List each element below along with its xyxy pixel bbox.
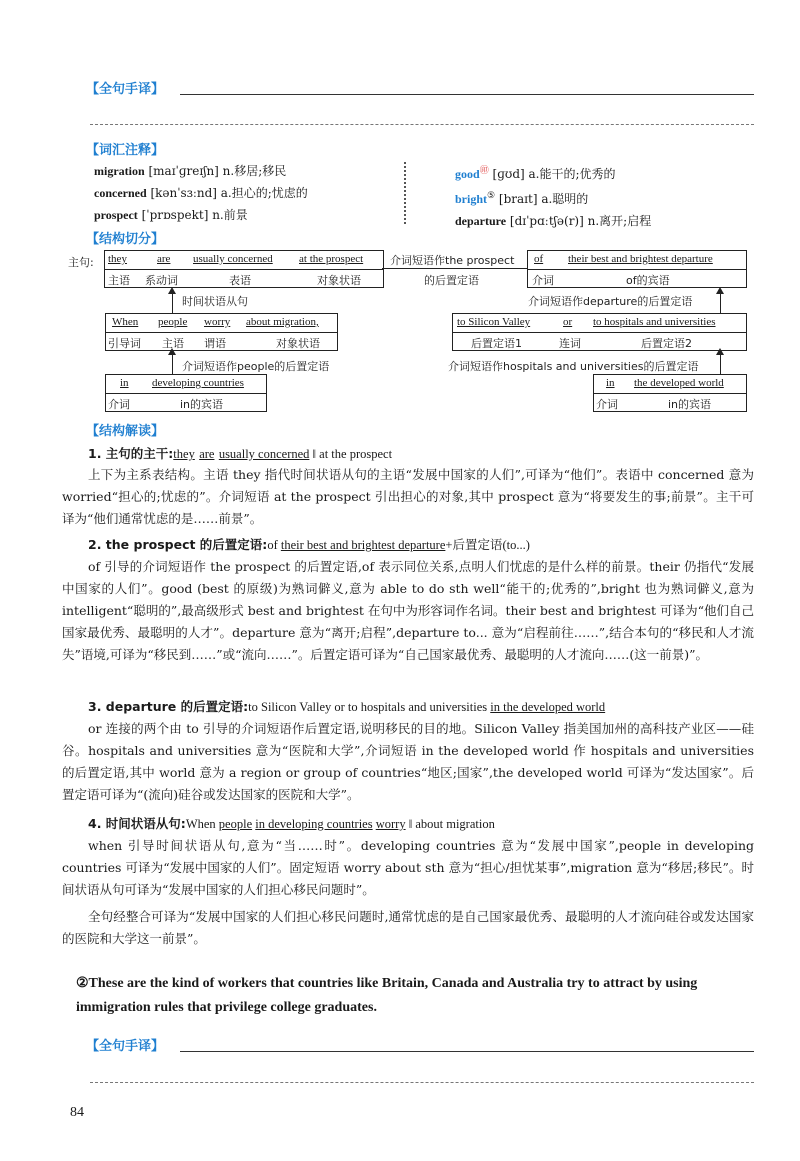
role-about: 对象状语 [276,337,320,350]
role-when: 引导词 [108,337,141,350]
cell-in: in [120,377,129,389]
cell-worry: worry [204,316,231,328]
h4-people: people [218,817,253,831]
vocab-item [94,182,394,204]
h2-of: of [267,538,281,552]
exam-mark-icon: ㊞ [479,166,489,176]
h4-when: When [185,817,219,831]
frequency-mark-icon: ⑤ [487,191,496,201]
connector-line [382,268,527,269]
paragraph-3: or 连接的两个由 to 引导的介词短语作后置定语,说明移民的目的地。Silicon Valley 指美国加州的高科技产业区——硅谷。hospitals and universities 意为“医院和大学”,介词短语 in the developed world 作 hospitals and universities 的后置定语,其中 world 意为 a region or group of countries“地区;国家”,the developed world 可译为“发达国家”。后置定语可译为“(流向)硅谷或发达国家的医院和大学”。 [62,721,754,802]
paragraph-1: 上下为主系表结构。主语 they 指代时间状语从句的主语“发展中国家的人们”,可译为“他们”。表语中 concerned 意为 worried“担心的;忧虑的”。介词短语 at the prospect 引出担心的对象,其中 prospect 意为“将要发生的事;前景”。主干可译为“他们通常忧虑的是……前景”。 [62,467,754,526]
hospitals-note: 介词短语作hospitals and universities的后置定语 [448,360,699,373]
people-note: 介词短语作people的后置定语 [182,360,330,373]
vocab-right [455,160,755,232]
cell-to-hospitals: to hospitals and universities [593,316,716,328]
analysis-label: 【结构解读】 [86,424,165,439]
cell-subject: they [108,253,127,265]
role-to-silicon: 后置定语1 [471,337,522,350]
vocab-item [455,160,755,185]
cell-when: When [112,316,139,328]
vocab-word: concerned [94,186,147,200]
in-phrase-box-1 [105,374,267,412]
main-clause-box [104,250,384,288]
departure-note: 介词短语作departure的后置定语 [528,295,693,308]
role-of: 介词 [532,274,554,287]
cell-developing-countries: developing countries [152,377,244,389]
to-phrase-box [452,313,747,351]
question-2: ②These are the kind of workers that countries like Britain, Canada and Australia try to attract by using immigration rules that privilege college graduates. [76,976,698,1015]
h3-underlined: in the developed world [490,700,606,714]
vocab-item [94,204,394,226]
arrow-to-to-of [720,292,721,314]
translate-line-2[interactable] [90,124,754,125]
vocab-def: [kənˈsɜːnd] a.担心的;忧虑的 [146,186,308,200]
vocab-item [455,210,755,232]
when-clause-box [105,313,338,351]
heading-3-title: 3. departure 的后置定语: [88,699,249,714]
time-clause-note: 时间状语从句 [182,295,248,308]
arrow-in2-to-hospitals [720,352,721,374]
h1-concerned: usually concerned [218,447,310,461]
prep-note-top: 介词短语作the prospect [390,254,515,267]
role-in: 介词 [596,398,618,411]
arrow-up-icon [168,287,176,294]
page-number: 84 [70,1105,84,1120]
arrow-up-icon [716,348,724,355]
vocab-def: [ɡʊd] a.能干的;优秀的 [488,167,616,181]
role-in: 介词 [108,398,130,411]
cell-of: of [534,253,544,265]
heading-1 [88,444,392,462]
vocab-word: bright [455,192,488,206]
translate-line-4[interactable] [90,1082,754,1083]
vocab-separator [404,162,416,224]
paragraph-5: 全句经整合可译为“发展中国家的人们担心移民问题时,通常忧虑的是自己国家最优秀、最聪明的人才流向硅谷或发达国家的医院和大学这一前景”。 [62,909,754,946]
cell-people: people [158,316,188,328]
vocab-def: [maɪˈɡreɪʃn] n.移居;移民 [144,164,287,178]
in-phrase-box-2 [593,374,747,412]
cell-developed-world: the developed world [634,377,724,389]
heading-4 [88,814,495,832]
role-predicative: 表语 [229,274,251,287]
role-in-object: in的宾语 [180,398,224,411]
h4-rest: ‖ about migration [405,817,495,831]
cell-in: in [606,377,615,389]
role-object-adverbial: 对象状语 [317,274,361,287]
cell-of-object: their best and brightest departure [568,253,713,265]
role-in-object: in的宾语 [668,398,712,411]
translate-line-3[interactable] [180,1051,754,1052]
translate-label-top: 【全句手译】 [86,82,165,97]
of-phrase-box [527,250,747,288]
role-subject: 主语 [108,274,130,287]
h3-phrase: to Silicon Valley or to hospitals and universities [248,700,491,714]
h4-worry: worry [375,817,406,831]
main-clause-label: 主句: [68,256,94,269]
vocab-def: [ˈprɒspekt] n.前景 [137,208,248,222]
role-verb: 系动词 [145,274,178,287]
vocab-left [94,160,394,226]
role-or: 连词 [559,337,581,350]
vocab-def: [braɪt] a.聪明的 [495,192,589,206]
arrow-in-to-people [172,352,173,374]
vocab-word: departure [455,214,507,228]
heading-2-title: 2. the prospect 的后置定语: [88,537,268,552]
paragraph-2: of 引导的介词短语作 the prospect 的后置定语,of 表示同位关系,点明人们忧虑的是什么样的前景。their 仍指代“发展中国家的人们”。good (best 的原级)为熟词僻义,意为 able to do sth well“能干的;优秀的”,bright 也为熟词僻义,意为 intelligent“聪明的”,最高级形式 best and brightest 在句中为形容词作名词。their best and brightest 可译为“他们自己国家最优秀、最聪明的人才”。departure 意为“离开;启程”,departure to... 意为“启程前往……”,结合本句的“移民和人才流失”语境,可译为“移民到……”或“流向……”。后置定语可译为“自己国家最优秀、最聪明的人才流向……(这一前景)”。 [62,559,754,662]
vocab-item [455,185,755,210]
h1-they: they [173,447,195,461]
arrow-up-icon [716,287,724,294]
h2-rest: +后置定语(to...) [445,538,530,552]
cell-to-silicon: to Silicon Valley [457,316,531,328]
arrow-up-icon [168,348,176,355]
cell-about-migration: about migration, [246,316,319,328]
heading-2 [88,535,530,553]
prep-note-bottom: 的后置定语 [424,274,479,287]
arrow-when-to-main [172,292,173,314]
h4-developing: in developing countries [255,817,373,831]
role-people: 主语 [162,337,184,350]
vocab-label: 【词汇注释】 [86,143,165,158]
cell-predicative: usually concerned [193,253,273,265]
cell-verb: are [157,253,171,265]
vocab-item [94,160,394,182]
role-to-hospitals: 后置定语2 [641,337,692,350]
vocab-def: [dɪˈpɑːtʃə(r)] n.离开;启程 [506,214,652,228]
heading-4-title: 4. 时间状语从句: [88,816,186,831]
structure-label: 【结构切分】 [86,232,165,247]
role-of-object: of的宾语 [626,274,670,287]
translate-label-bottom: 【全句手译】 [86,1039,165,1054]
cell-object-adverbial: at the prospect [299,253,364,265]
vocab-word: prospect [94,208,138,222]
paragraph-4: when 引导时间状语从句,意为“当……时”。developing countries 意为“发展中国家”,people in developing countries 可译为“发展中国家的人们”。固定短语 worry about sth 意为“担心/担忧某事”,migration 意为“移居;移民”。时间状语从句可译为“发展中国家的人们担心移民问题时”。 [62,838,754,897]
role-worry: 谓语 [204,337,226,350]
h2-phrase: their best and brightest departure [280,538,446,552]
vocab-word: migration [94,164,145,178]
heading-1-title: 1. 主句的主干: [88,446,174,461]
h1-are: are [199,447,215,461]
translate-line-1[interactable] [180,94,754,95]
cell-or: or [563,316,573,328]
h1-rest: ‖ at the prospect [309,447,393,461]
vocab-word: good [455,167,480,181]
heading-3 [88,697,605,715]
